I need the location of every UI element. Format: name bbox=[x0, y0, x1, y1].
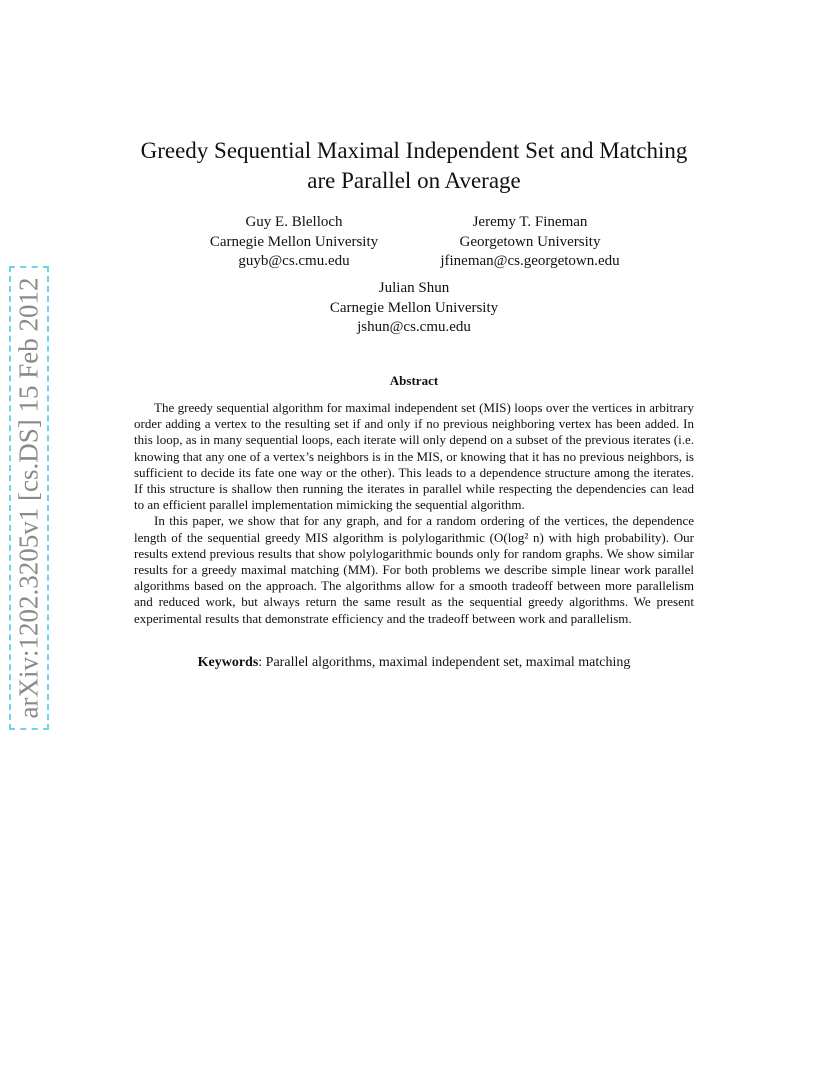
abstract-p2-end: with high probability). Our results extend previous results that show polylogarithmic bounds only for random graphs. We show similar results for a greedy maximal matching (MM). For both problems we describe simple linear work parallel algorithms based on the approach. The algorithms allow for a smooth tradeoff between more parallelism and reduced work, but always return the same result as the sequential greedy algorithms. We present experimental results that demonstrate efficiency and the tradeoff between work and parallelism. bbox=[134, 529, 695, 626]
author-email: guyb@cs.cmu.edu bbox=[238, 253, 350, 269]
keywords-list: : Parallel algorithms, maximal independent set, maximal matching bbox=[258, 655, 631, 670]
author-name: Jeremy T. Fineman bbox=[472, 214, 588, 230]
author-name: Guy E. Blelloch bbox=[245, 214, 343, 230]
title-line-2: are Parallel on Average bbox=[307, 168, 521, 193]
author-email: jshun@cs.cmu.edu bbox=[357, 319, 471, 335]
author-affiliation: Carnegie Mellon University bbox=[209, 233, 379, 250]
author-name: Julian Shun bbox=[378, 280, 450, 296]
keywords-line bbox=[0, 655, 828, 671]
arxiv-identifier: arXiv:1202.3205v1 [cs.DS] 15 Feb 2012 bbox=[13, 277, 44, 719]
author-block-1 bbox=[186, 213, 402, 272]
abstract-body bbox=[134, 400, 694, 627]
author-affiliation: Georgetown University bbox=[459, 233, 601, 250]
title-line-1: Greedy Sequential Maximal Independent Set and Matching bbox=[140, 138, 688, 163]
paper-title bbox=[100, 136, 728, 196]
keywords-label: Keywords bbox=[197, 655, 259, 670]
abstract-paragraph-1: The greedy sequential algorithm for maximal independent set (MIS) loops over the vertices in arbitrary order adding a vertex to the resulting set if and only if no previous neighboring vertex has been added. In this loop, as in many sequential loops, each iterate will only depend on a subset of the previous iterates (i.e. knowing that any one of a vertex’s neighbors is in the MIS, or knowing that it has no previous neighbors, is sufficient to decide its fate one way or the other). This leads to a dependence structure among the iterates. If this structure is shallow then running the iterates in parallel while respecting the dependencies can lead to an efficient parallel implementation mimicking the sequential algorithm. bbox=[134, 400, 694, 513]
author-block-3 bbox=[300, 279, 528, 338]
complexity-formula: O(log² n) bbox=[493, 529, 544, 545]
abstract-paragraph-2 bbox=[134, 513, 694, 626]
abstract-p2-start: In this paper, we show that for any graph, and for a random ordering of the vertices, the dependence length of the sequential greedy MIS algorithm is polylogarithmic ( bbox=[134, 513, 694, 545]
author-block-2 bbox=[420, 213, 640, 272]
author-affiliation: Carnegie Mellon University bbox=[329, 299, 499, 316]
abstract-heading: Abstract bbox=[389, 373, 439, 388]
author-email: jfineman@cs.georgetown.edu bbox=[440, 253, 620, 269]
